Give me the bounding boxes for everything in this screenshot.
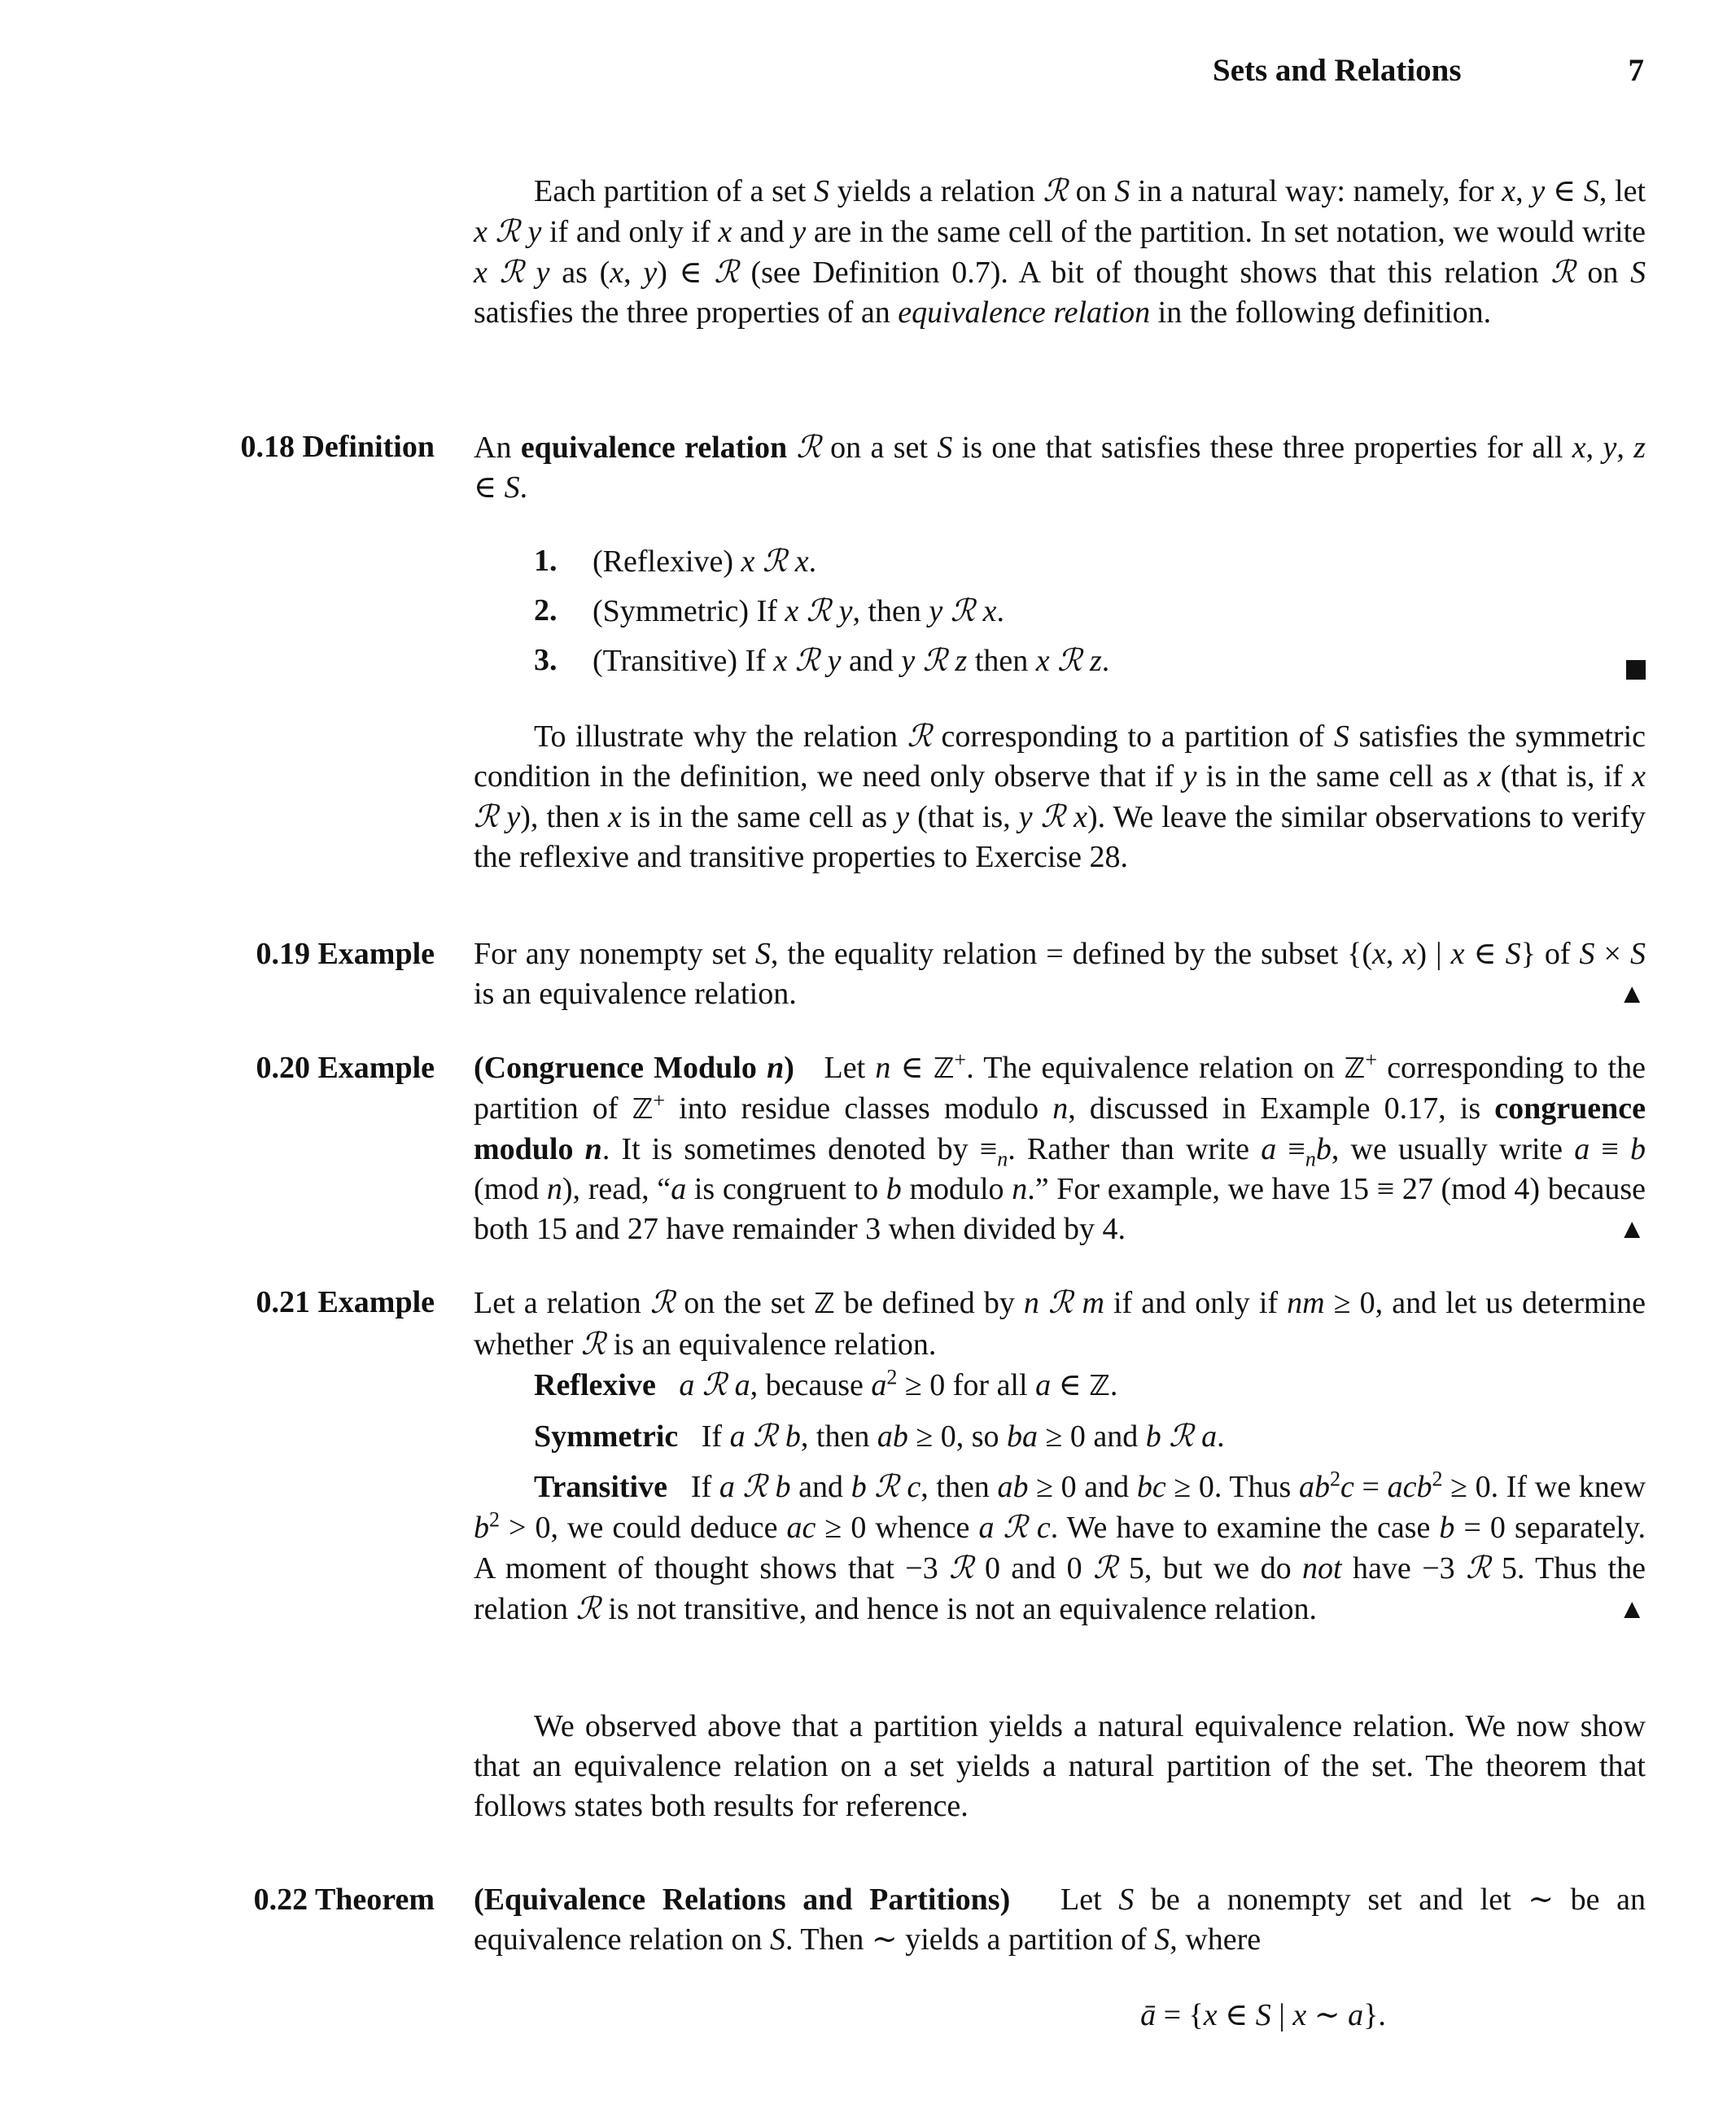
transitive-check: Transitive If a ℛ b and b ℛ c, then ab ≥ 0 and bc ≥ 0. Thus $ab^2c = acb^2 \ge 0$. If we knew $b^2 > 0$, we could deduce ac ≥ 0 whence a ℛ c. We have to examine the case b = 0 separately. A moment of thought shows that −3 ℛ 0 and 0 ℛ 5, but we do not have −3 ℛ 5. Thus the relation ℛ is not transitive, and hence is not an equivalence relation.	[474, 1467, 1646, 1626]
page-number: 7	[1628, 53, 1644, 88]
term-theorem-title: (Equivalence Relations and Partitions)	[474, 1883, 1011, 1917]
end-of-example-triangle-icon: ▲	[1618, 1214, 1646, 1244]
example-020-body: (Congruence Modulo n) Let n ∈ ℤ+. The equivalence relation on ℤ+ corresponding to the partition of ℤ+ into residue classes modulo n, discussed in Example 0.17, is congruence modulo n. It is sometimes denoted by $\equiv_n$. Rather than write $a \equiv_nb$, we usually write a ≡ b (mod n), read, “a is congruent to b modulo n.” For example, we have 15 ≡ 27 (mod 4) because both 15 and 27 have remainder 3 when divided by 4. ▲	[474, 1047, 1646, 1246]
end-of-definition-square-icon	[1626, 660, 1646, 680]
theorem-label: 0.22 Theorem	[253, 1883, 435, 1917]
term-equivalence-relation: equivalence relation	[520, 431, 788, 465]
definition-body: An equivalence relation ℛ on a set S is one that satisfies these three properties for all x, y, z ∈ S.	[474, 429, 1646, 505]
running-title: Sets and Relations	[1213, 53, 1462, 88]
property-list	[534, 541, 1706, 690]
theorem-body: (Equivalence Relations and Partitions) Let S be a nonempty set and let ∼ be an equivalence relation on S. Then ∼ yields a partition of S, where	[474, 1883, 1646, 1957]
list-item: 1. (Reflexive) x ℛ x.	[534, 543, 817, 579]
term-congruence-title: (Congruence Modulo n)	[474, 1051, 794, 1085]
example-label: 0.20 Example	[256, 1051, 435, 1085]
example-label: 0.21 Example	[256, 1285, 435, 1319]
example-021-body: Let a relation ℛ on the set ℤ be defined by n ℛ m if and only if nm ≥ 0, and let us determine whether ℛ is an equivalence relation. Reflexive a ℛ a, because $a^2 \ge 0$ for all a ∈ ℤ. Symmetric If a ℛ b, then ab ≥ 0, so ba ≥ 0 and b ℛ a. Transitive If a ℛ b and b ℛ c, then ab ≥ 0 and bc ≥ 0. Thus $ab^2c = acb^2 \ge 0$. If we knew $b^2 > 0$, we could deduce ac ≥ 0 whence a ℛ c. We have to examine the case b = 0 separately. A moment of thought shows that −3 ℛ 0 and 0 ℛ 5, but we do not have −3 ℛ 5. Thus the relation ℛ is not transitive, and hence is not an equivalence relation. ▲	[474, 1283, 1646, 1629]
list-item: 2. (Symmetric) If x ℛ y, then y ℛ x.	[534, 593, 1004, 628]
intro-paragraph: Each partition of a set S yields a relation ℛ on S in a natural way: namely, for x, y ∈ S, let x ℛ y if and only if x and y are in the same cell of the partition. In set notation, we would write x ℛ y as (x, y) ∈ ℛ (see Definition 0.7). A bit of thought shows that this relation ℛ on S satisfies the three properties of an equivalence relation in the following definition.	[474, 173, 1646, 330]
end-of-example-triangle-icon: ▲	[1618, 979, 1646, 1009]
observation-paragraph: We observed above that a partition yields a natural equivalence relation. We now show that an equivalence relation on a set yields a natural partition of the set. The theorem that follows states both results for reference.	[474, 1709, 1646, 1823]
example-label: 0.19 Example	[256, 937, 435, 971]
theorem-display-equation: ā = {x ∈ S | x ∼ a}.	[1140, 1998, 1386, 2032]
term-congruence-modulo: congruence modulo n	[474, 1091, 1646, 1166]
end-of-example-triangle-icon: ▲	[1618, 1594, 1646, 1625]
list-item: 3. (Transitive) If x ℛ y and y ℛ z then x ℛ z.	[534, 641, 1706, 690]
symmetric-check: Symmetric If a ℛ b, then ab ≥ 0, so ba ≥ 0 and b ℛ a.	[534, 1418, 1225, 1454]
reflexive-check: Reflexive a ℛ a, because $a^2 \ge 0$ for all a ∈ ℤ.	[534, 1365, 1118, 1402]
definition-label: 0.18 Definition	[240, 430, 435, 464]
illustration-paragraph: To illustrate why the relation ℛ corresponding to a partition of S satisfies the symmetric condition in the definition, we need only observe that if y is in the same cell as x (that is, if x ℛ y), then x is in the same cell as y (that is, y ℛ x). We leave the similar observations to verify the reflexive and transitive properties to Exercise 28.	[474, 718, 1646, 874]
example-019-body: For any nonempty set S, the equality relation = defined by the subset {(x, x) | x ∈ S} of S × S is an equivalence relation. ▲	[474, 937, 1646, 1011]
